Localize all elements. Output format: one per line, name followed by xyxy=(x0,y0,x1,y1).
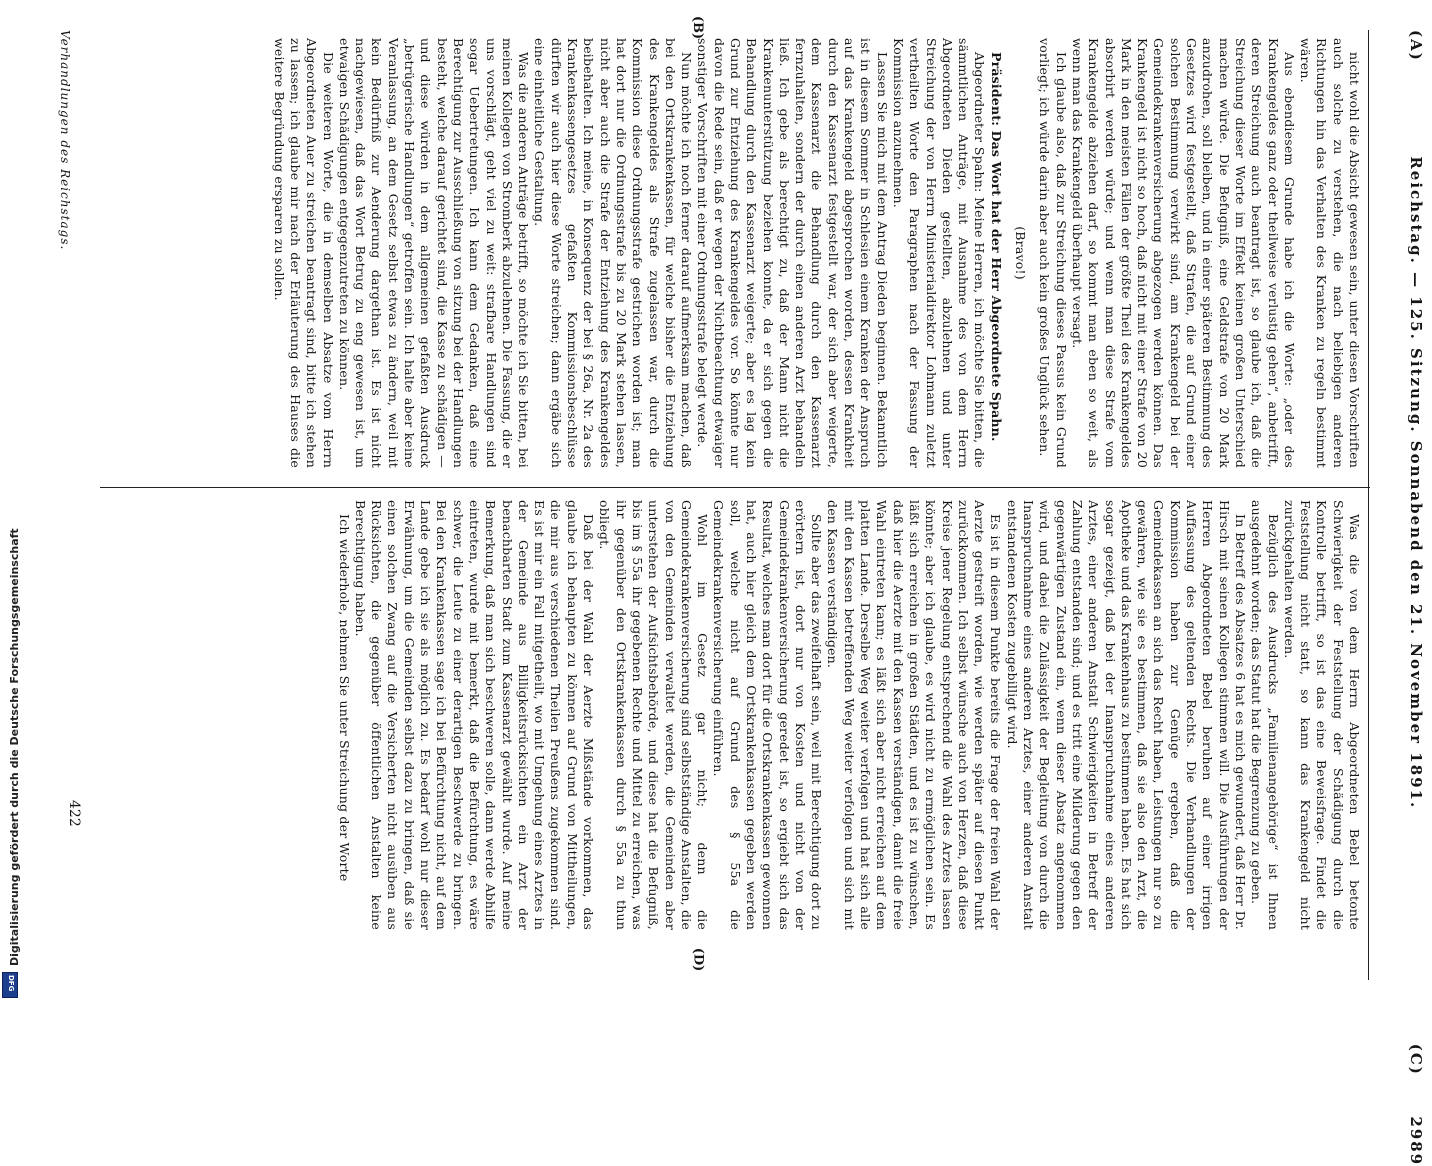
footer-page-number: 422 xyxy=(66,800,82,827)
footer-verhandlungen: Verhandlungen des Reichstags. xyxy=(58,30,72,251)
spahn-paragraph-3: Nun möchte ich noch ferner darauf aufmerksam machen, daß bei den Ortskrankenkassen, für welche bisher die Entziehung des Krankengeldes als Strafe zugelassen war, durch die Kommission diese Ordnungsstrafe gestrichen worden ist; man hat dort nur die Ordnungsstrafe bis zu 20 Mark stehen lassen, nicht aber auch die Strafe der Entziehung des Krankengeldes beibehalten. Ich meine, in Konsequenz der bei § 26a, Nr. 2a des Krankenkassengesetzes gefaßten Kommissionsbeschlüsse dürften wir auch hier diese Worte streichen; dann ergäbe sich eine einheitliche Gestaltung. xyxy=(532,38,695,468)
left-paragraph-2: Aus ebendiesem Grunde habe ich die Worte: „oder des Krankengeldes ganz oder theilweise verlustig gehen“, anbetrifft, deren Streichung auch beantragt ist, so glaube ich, daß die Streichung dieser Worte im Effekt keinen großen Unterschied machen würde. Die Befugniß, eine Geldstrafe von 20 Mark anzudrohen, soll bleiben, und in einer späteren Bestimmung des Gesetzes wird festgestellt, daß Strafen, die auf Grund einer solchen Bestimmung verwirkt sind, am Krankengeld bei der Gemeindekrankenversicherung abgezogen werden können. Das Krankengeld ist nicht so hoch, daß nicht mit einer Strafe von 20 Mark in den meisten Fällen der größte Theil des Krankengeldes absorbirt werden würde; und wenn man diese Strafe vom Krankengelde abziehen darf, so kommt man eben so weit, als wenn man das Krankengeld überhaupt versagt. xyxy=(1069,38,1297,468)
column-divider xyxy=(100,487,1370,488)
spahn-paragraph-5: Die weiteren Worte, die in demselben Absatze vom Herrn Abgeordneten Auer zu streichen beantragt sind, bitte ich stehen zu lassen; ich glaube mir nach der Erläuterung des Hauses die weitere Begründung ersparen zu sollen. xyxy=(271,38,336,468)
right-paragraph-5: Sollte aber das zweifelhaft sein, weil mit Berechtigung dort zu erörtern ist, dort nur von Kosten und nicht von der Gemeindekrankenversicherung geredet ist, so ergiebt sich das Resultat, welches man dort für die Ortskrankenkassen gewonnen hat, auch hier gleich dem Ortskrankenkassen gegeben werden soll, welche nicht auf Grund des § 55a die Gemeindekrankenversicherung einführen. xyxy=(711,500,825,930)
praesident-line: Präsident: Das Wort hat der Herr Abgeordnete Spahn. xyxy=(988,52,1004,442)
spahn-paragraph-2: Lassen Sie mich mit dem Antrag Dieden beginnen. Bekanntlich ist in diesem Sommer in Schlesien einem Kranken der Anspruch auf das Krankengeld abgesprochen worden, dessen Krankheit durch den Kassenarzt festgestellt war, der sich aber weigerte, dem Kassenarzt die Behandlung durch den Kassenarzt fernzuhalten, sondern der durch einen anderen Arzt behandeln ließ. Ich gebe als berechtigt zu, daß der Mann nicht die Krankenunterstützung beziehen konnte, da er sich gegen die Behandlung durch den Kassenarzt weigerte; aber es lag kein Grund zur Entziehung des Krankengeldes vor. So könnte nur davon die Rede sein, daß er wegen der Nichtbeachtung etwaiger sonstiger Vorschriften mit einer Ordnungsstrafe belegt werde. xyxy=(695,38,890,468)
right-column xyxy=(72,500,1362,930)
right-paragraph-8: Ich wiederhole, nehmen Sie unter Streichung der Worte xyxy=(336,514,352,882)
spahn-paragraph-4: Was die anderen Anträge betrifft, so möchte ich Sie bitten, bei meinen Kollegen von Stromberk abzulehnen. Die Fassung, die er uns vorschlägt, geht viel zu weit: strafbare Handlungen sind sogar Uebertretungen. Ich kann dem Gedanken, daß eine Berechtigung zur Ausschließung von sitzung bei der Handlungen besteht, welche darauf gerichtet sind, die Kasse zu schädigen — und diese würden in dem allgemeinen gefaßten Ausdruck „betrügerische Handlungen“ getroffen sein. Ich halte aber keine Veranlassung, an dem Gesetz selbst etwas zu ändern, weil mit kein Bedürfniß zur Aenderung dargethan ist. Es ist nicht nachgewiesen, daß das Wort Betrug zu eng gewesen ist, um etwaigen Schädigungen entgegenzutreten zu können. xyxy=(336,38,532,468)
right-paragraph-1: Was die von dem Herrn Abgeordneten Bebel betonte Schwierigkeit der Feststellung der Schädigung durch die Kontrolle betrifft, so ist das eine Beweisfrage. Findet die Feststellung nicht statt, so kann das Krankengeld nicht zurückgehalten werden. xyxy=(1281,500,1362,930)
header-rule xyxy=(1368,30,1369,980)
right-paragraph-3: In Betreff des Absatzes 6 hat es mich gewundert, daß Herr Dr. Hirsch mit seinen Kollegen stimmen will. Die Ausführungen der Herren Abgeordneten Bebel beruhen auf einer irrigen Auffassung des geltenden Rechts. Die Verhandlungen der Kommission haben zur Genüge ergeben, daß die Gemeindekassen an sich das Recht haben, Leistungen nur so zu gewähren, wie sie es bestimmen, daß sie also den Arzt, die Apotheke und das Krankenhaus zu bestimmen haben. Es hat sich sogar gezeigt, daß bei der Inanspruchnahme eines anderen Arztes, einer anderen Anstalt Schwierigkeiten in Betreff der Zahlung entstanden sind; und es tritt eine Milderung gegen den gegenwärtigen Zustand ein, wenn dieser Absatz angenommen wird, und dabei die Zulässigkeit der Begleitung von durch die Inanspruchnahme eines anderen Arztes, einer anderen Anstalt entstandenen Kosten zugebilligt wird. xyxy=(1004,500,1248,930)
right-paragraph-4: Es ist in diesem Punkte bereits die Frage der freien Wahl der Aerzte gestreift worden, wie werden später auf diesen Punkt zurückkommen. Ich selbst wünsche auch von Herzen, daß diese Kreise jener Regelung entsprechend die Wahl des Arztes lassen könnte; aber ich glaube, es wird nicht zu ermöglichen sein. Es läßt sich erreichen in großen Städten, und es ist zu wünschen, daß hier die Aerzte mit den Kassen verständigen, damit die freie Wahl eintreten kann; es läßt sich aber nicht erreichen auf dem platten Lande. Derselbe Weg weiter verfolgen und hat sich alle mit den Kassen betreffenden Weg weiter verfolgen und sich mit den Kassen verständigen. xyxy=(825,500,1004,930)
right-paragraph-7: Daß bei der Wahl der Aerzte Mißstände vorkommen, das glaube ich behaupten zu können auf Grund von Mittheilungen, die mir aus verschiedenen Theilen Preußens zugekommen sind. Es ist mir ein Fall mitgetheilt, wo mit Umgehung eines Arztes in der Gemeinde aus Billigkeitsrücksichten ein Arzt der benachbarten Stadt zum Kassenarzt gewählt wurde. Auf meine Bemerkung, daß man sich beschweren solle, dann werde Abhilfe eintreten, wurde mit bemerkt, daß die Befürchtung, es wäre schwer, die Leute zu einer derartigen Beschwerde zu bringen. Bei den Krankenkassen sage ich bei Befürchtung nicht, auf dem Lande gebe ich sie als möglich zu. Es bedarf wohl nur dieser Erwähnung, um die Gemeinden selbst dazu zu bringen, daß sie einen solchen Zwang auf die Versicherten nicht ausüben aus Rücksichten, die gegenüber öffentlichen Anstalten keine Berechtigung haben. xyxy=(352,500,597,930)
margin-c: (C) xyxy=(1407,1043,1425,1076)
spahn-paragraph-1: Abgeordneter Spahn: Meine Herren, ich möchte Sie bitten, die sämmtlichen Anträge, mit Ausnahme des von dem Herrn Abgeordneten Dieden gestellten, abzulehnen und unter Streichung der von Herrn Ministerialdirektor Lohmann zuletzt vertheilten Worte den Paragraphen nach der Fassung der Kommission anzunehmen. xyxy=(890,38,988,468)
running-head-title: Reichstag. — 125. Sitzung. Sonnabend den 21. November 1891. xyxy=(1407,156,1425,810)
digitization-credit: Digitalisierung gefördert durch die Deutsche Forschungsgemeinschaft xyxy=(8,528,21,966)
right-paragraph-2: Bezüglich des Ausdrucks „Familienangehörige“ ist Ihnen ausgedehnt worden; das Statut hat die Begrenzung zu geben. xyxy=(1249,500,1281,930)
dfg-logo-text: DFG xyxy=(7,975,15,992)
left-column xyxy=(62,38,1362,468)
left-paragraph-3: Ich glaube also, daß zur Streichung dieses Passus kein Grund vorliegt; ich würde darin aber auch kein großes Unglück sehen. xyxy=(1037,38,1069,468)
right-paragraph-6: Wohl im Gesetz gar nicht; denn die Gemeindekrankenversicherung sind selbstständige Anstalten, die von den Gemeinden verwaltet werden, die Gemeinden aber unterstehen der Aufsichtsbehörde, und diese hat die Befugniß, bis im § 55a ihr gegebenen Rechte und Mittel zu erreichen, was ihr gegenüber den Ortskrankenkassen durch § 55a zu thun obliegt. xyxy=(597,500,711,930)
left-paragraph-1: nicht wohl die Absicht gewesen sein, unter diesen Vorschriften auch solche zu verstehen, die nach beliebigen anderen Richtungen hin das Verhalten des Kranken zu regeln bestimmt wären. xyxy=(1298,38,1362,468)
margin-d: (D) xyxy=(690,947,706,972)
running-head-rotated xyxy=(1407,30,1425,1166)
margin-a: (A) xyxy=(1407,30,1425,62)
dfg-logo-icon xyxy=(2,972,18,998)
bravo-note: (Bravo!) xyxy=(1013,226,1029,280)
margin-b: (B) xyxy=(690,15,706,40)
page-number: 2989 xyxy=(1407,1116,1425,1166)
